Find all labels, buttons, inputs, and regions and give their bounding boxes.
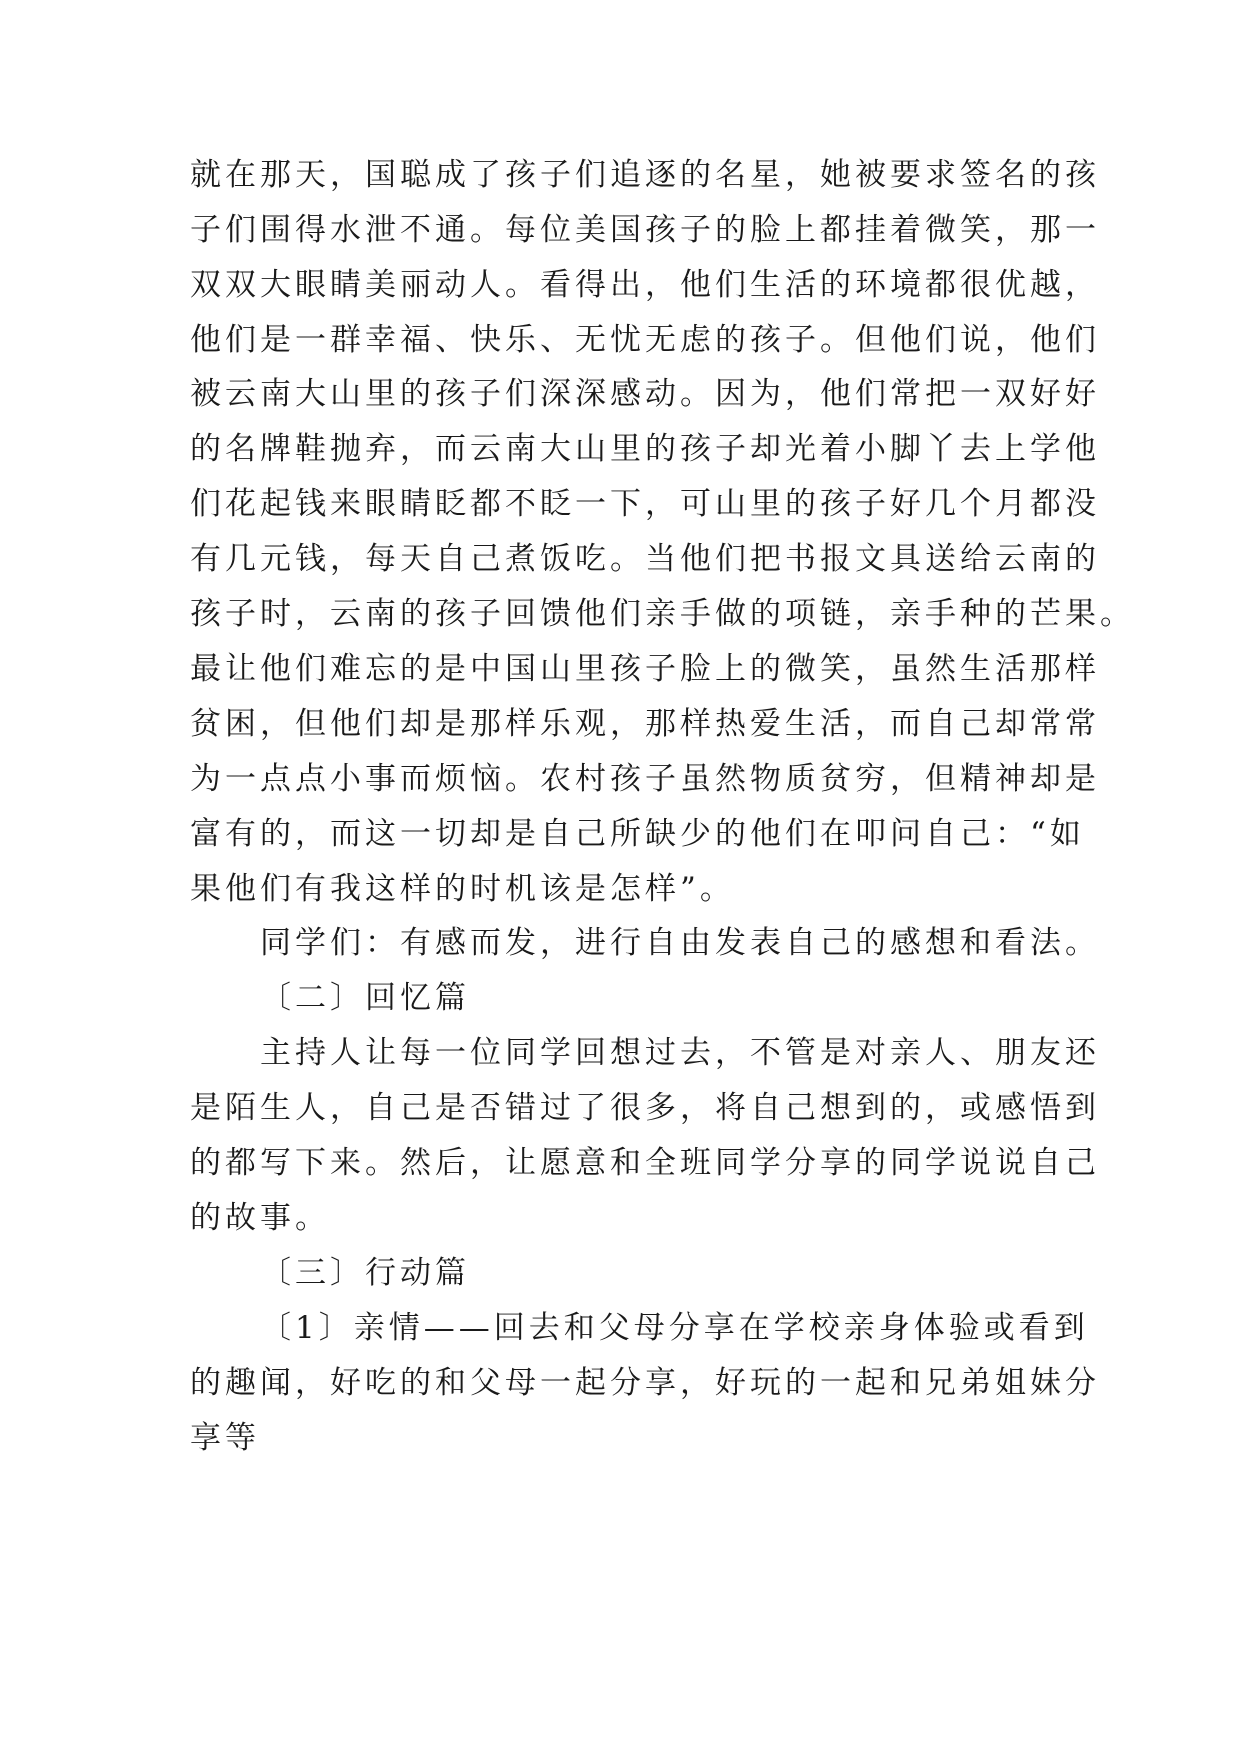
paragraph-line: 为一点点小事而烦恼。农村孩子虽然物质贫穷，但精神却是: [190, 761, 1100, 797]
section-heading: 〔三〕行动篇: [260, 1255, 470, 1291]
paragraph-line: 贫困，但他们却是那样乐观，那样热爱生活，而自己却常常: [190, 706, 1100, 742]
paragraph-line: 同学们：有感而发，进行自由发表自己的感想和看法。: [260, 925, 1100, 961]
paragraph-line: 享等: [190, 1420, 260, 1456]
paragraph-line: 最让他们难忘的是中国山里孩子脸上的微笑，虽然生活那样: [190, 651, 1100, 687]
paragraph-line: 的名牌鞋抛弃，而云南大山里的孩子却光着小脚丫去上学他: [190, 431, 1100, 467]
paragraph-line: 孩子时，云南的孩子回馈他们亲手做的项链，亲手种的芒果。: [190, 596, 1135, 632]
paragraph-line: 的故事。: [190, 1200, 330, 1236]
paragraph-line: 的都写下来。然后，让愿意和全班同学分享的同学说说自己: [190, 1145, 1100, 1181]
paragraph-line: 的趣闻，好吃的和父母一起分享，好玩的一起和兄弟姐妹分: [190, 1365, 1100, 1401]
paragraph-line: 是陌生人，自己是否错过了很多，将自己想到的，或感悟到: [190, 1090, 1100, 1126]
paragraph-line: 子们围得水泄不通。每位美国孩子的脸上都挂着微笑，那一: [190, 212, 1100, 248]
paragraph-line: 〔1〕亲情——回去和父母分享在学校亲身体验或看到: [260, 1310, 1089, 1346]
paragraph-line: 富有的，而这一切却是自己所缺少的他们在叩问自己：“如: [190, 816, 1085, 852]
section-heading: 〔二〕回忆篇: [260, 980, 470, 1016]
paragraph-line: 有几元钱，每天自己煮饭吃。当他们把书报文具送给云南的: [190, 541, 1100, 577]
paragraph-line: 们花起钱来眼睛眨都不眨一下，可山里的孩子好几个月都没: [190, 486, 1100, 522]
paragraph-line: 他们是一群幸福、快乐、无忧无虑的孩子。但他们说，他们: [190, 322, 1100, 358]
paragraph-line: 双双大眼睛美丽动人。看得出，他们生活的环境都很优越，: [190, 267, 1100, 303]
paragraph-line: 果他们有我这样的时机该是怎样”。: [190, 871, 735, 907]
paragraph-line: 就在那天，国聪成了孩子们追逐的名星，她被要求签名的孩: [190, 157, 1100, 193]
paragraph-line: 被云南大山里的孩子们深深感动。因为，他们常把一双好好: [190, 376, 1100, 412]
paragraph-line: 主持人让每一位同学回想过去，不管是对亲人、朋友还: [260, 1035, 1100, 1071]
